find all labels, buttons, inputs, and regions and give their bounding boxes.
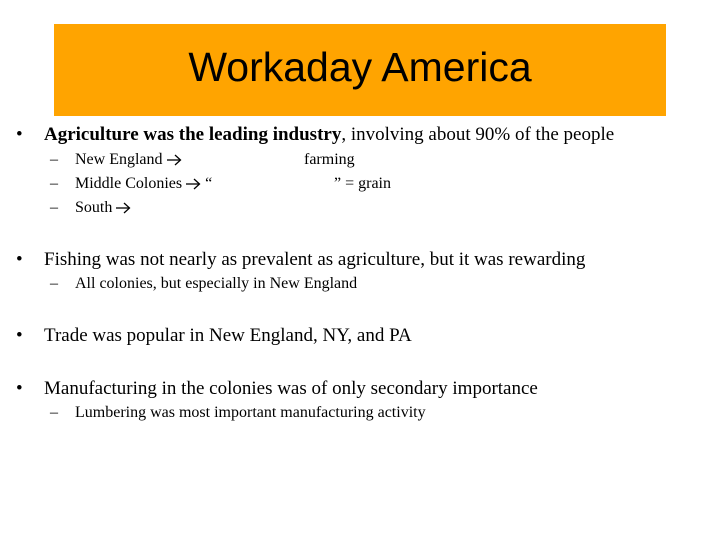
sub-ditto-open: “ [205,175,213,192]
sub-text [75,151,182,169]
sub-dash: – [50,199,58,216]
bullet-dot: • [16,378,23,399]
bullet-text: Trade was popular in New England, NY, and PA [44,325,412,346]
sub-dash: – [50,151,58,168]
sub-text: Lumbering was most important manufacturing activity [75,404,426,421]
arrow-icon [167,154,182,166]
slide-title: Workaday America [188,44,532,90]
bullet-rest-text: , involving about 90% of the people [341,124,615,145]
sub-dash: – [50,175,58,192]
sub-value-farming: farming [304,151,355,168]
bullet-dot: • [16,325,23,346]
arrow-icon [186,178,201,190]
sub-text [75,175,212,193]
sub-dash: – [50,404,58,421]
bullet-dot: • [16,249,23,270]
sub-value-grain: ” = grain [334,175,391,192]
sub-label: New England [75,151,163,168]
sub-text [75,199,131,217]
arrow-icon [116,202,131,214]
bullet-bold-text: Agriculture was the leading industry [44,124,342,145]
bullet-text: Manufacturing in the colonies was of only secondary importance [44,378,538,399]
bullet-text [44,124,614,146]
sub-text: All colonies, but especially in New England [75,275,358,292]
title-band [54,24,666,116]
sub-label: Middle Colonies [75,175,183,192]
sub-label: South [75,199,113,216]
sub-dash: – [50,275,58,292]
bullet-text: Fishing was not nearly as prevalent as agriculture, but it was rewarding [44,249,586,270]
bullet-dot: • [16,124,23,145]
